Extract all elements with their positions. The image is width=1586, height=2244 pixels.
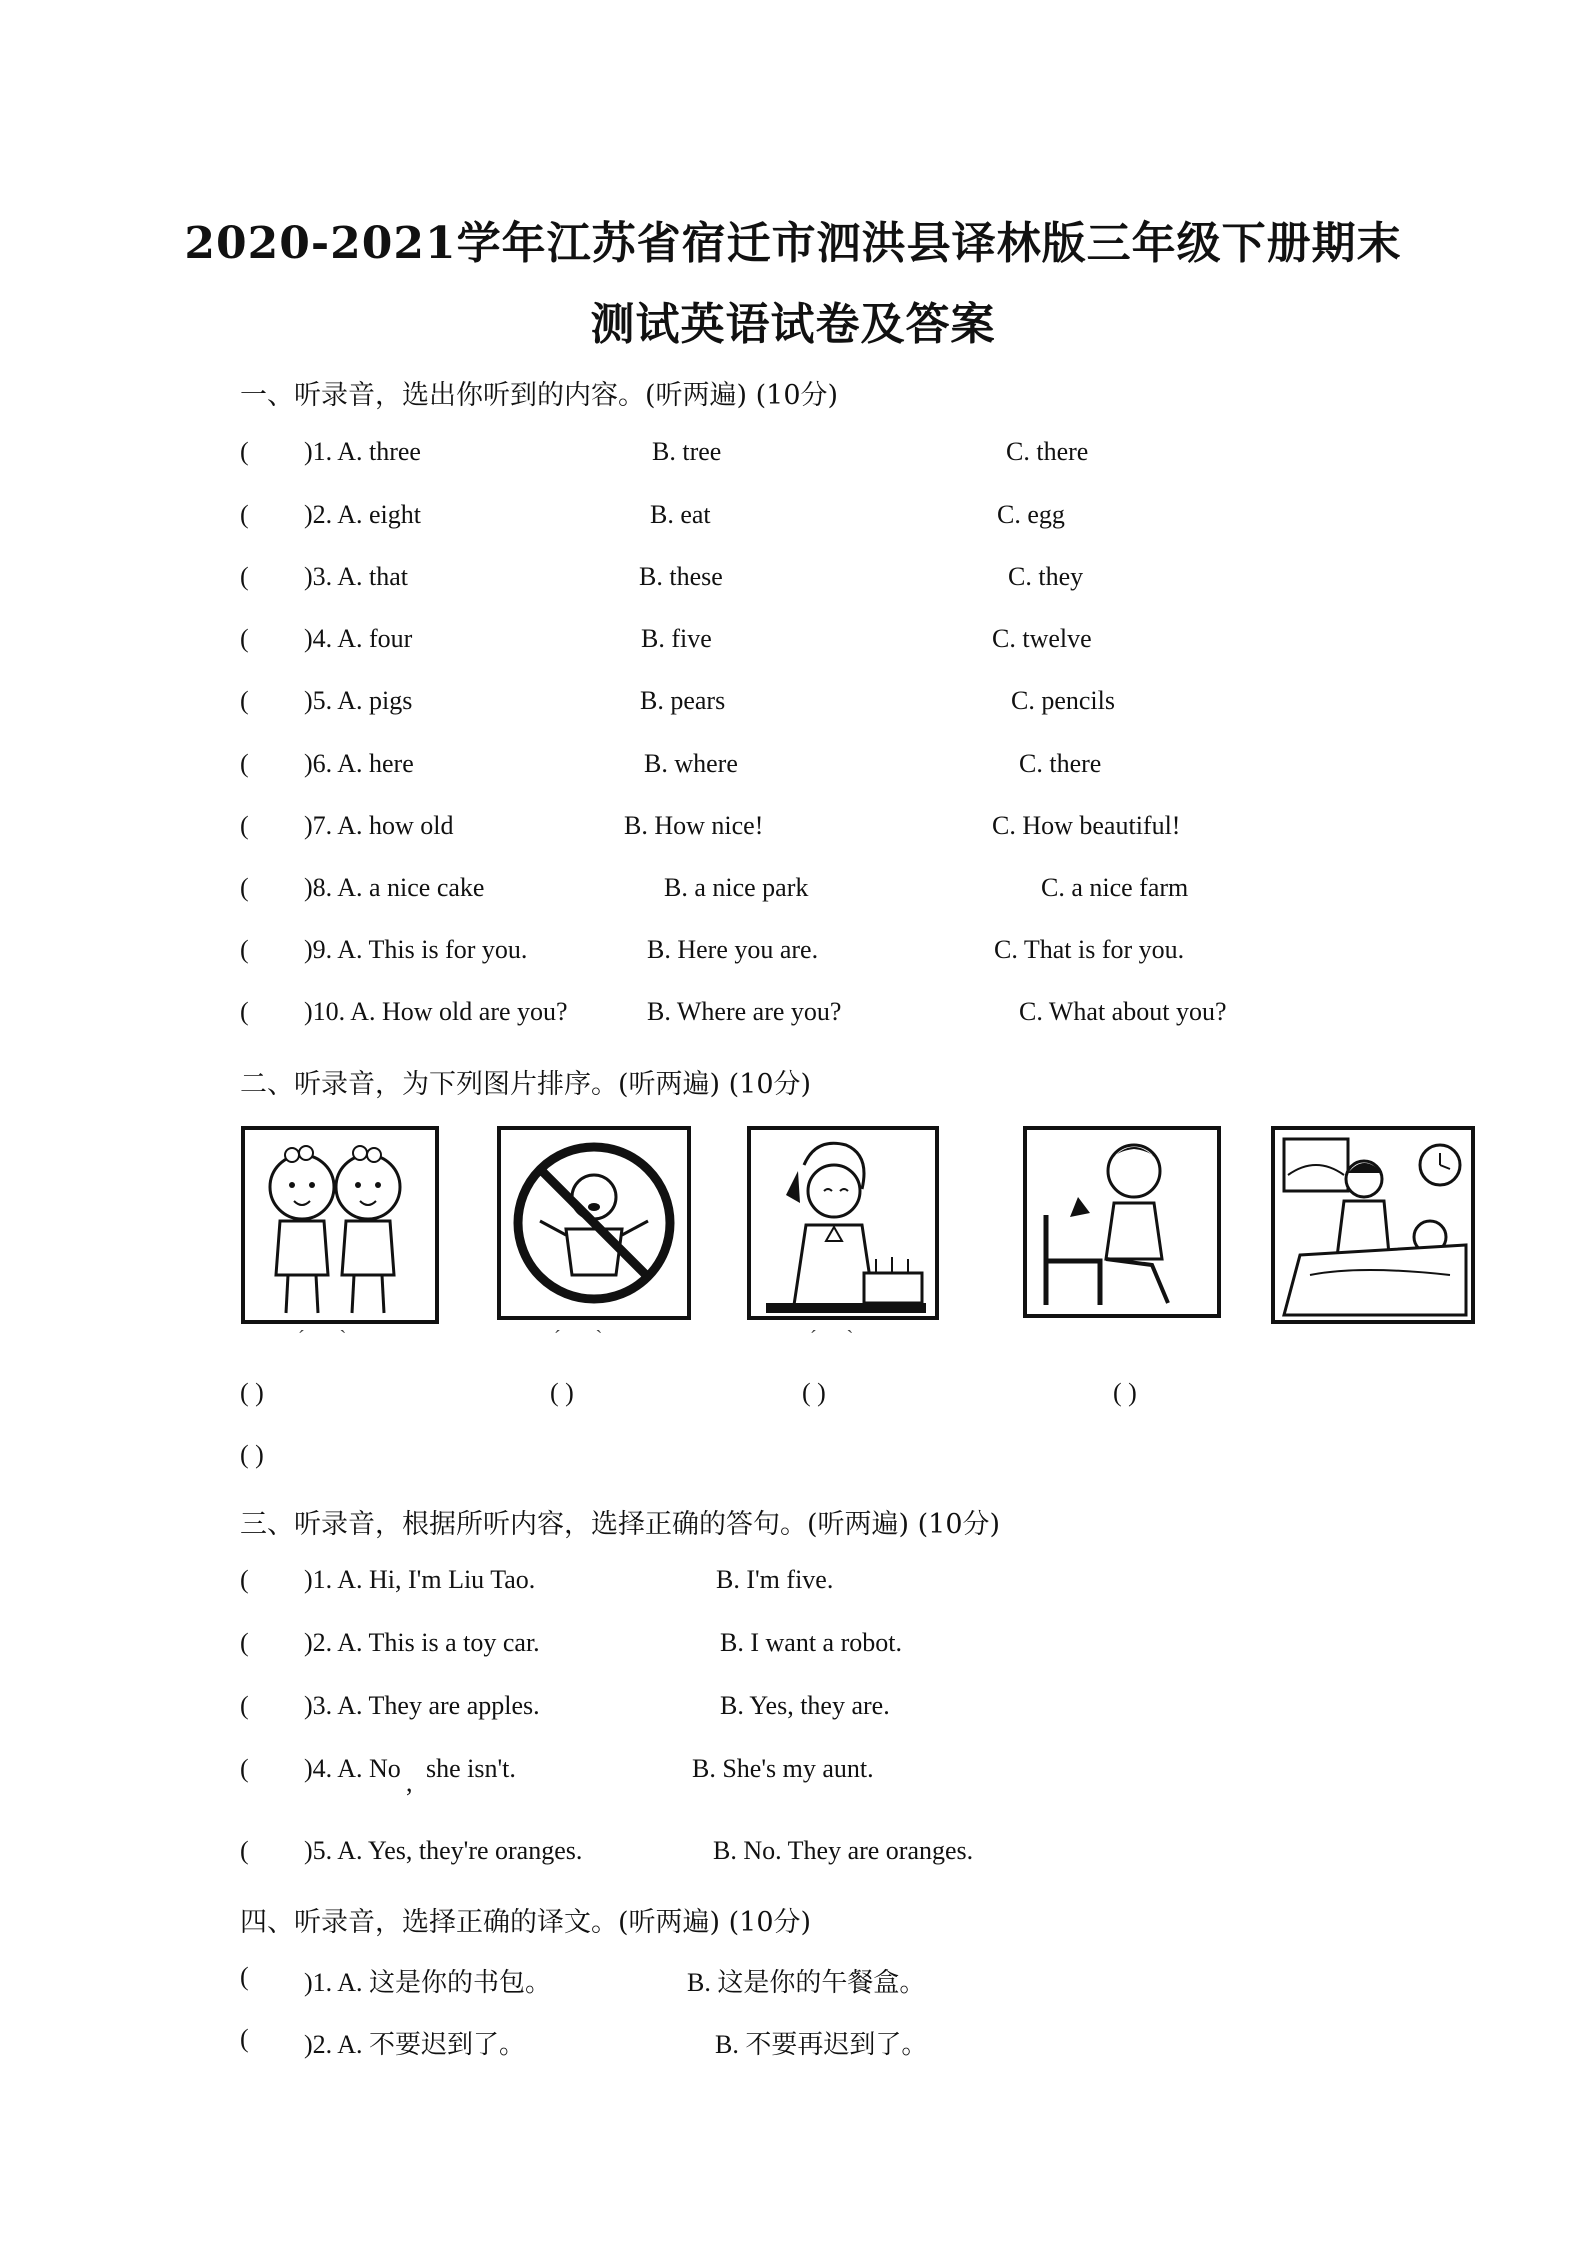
question-option-a-cont: she isn't. <box>426 1754 516 1783</box>
question-option-a: )10. A. How old are you? <box>304 997 568 1026</box>
answer-paren: ( <box>240 1836 249 1865</box>
answer-paren: ( <box>240 1962 249 1991</box>
answer-blank-4[interactable]: ( ) <box>1113 1378 1137 1407</box>
question-option-a: )2. A. 不要迟到了。 <box>304 2030 526 2059</box>
s1-question-5 <box>240 686 1540 726</box>
answer-paren: ( <box>240 562 249 591</box>
question-option-b: B. these <box>639 562 723 591</box>
question-option-b: B. pears <box>640 686 726 715</box>
question-option-a: )5. A. pigs <box>304 686 413 715</box>
answer-paren: ( <box>240 2024 249 2053</box>
s3-question-2 <box>240 1628 1540 1668</box>
s1-question-1 <box>240 437 1540 477</box>
question-option-b: B. five <box>641 624 712 653</box>
question-option-a: )3. A. They are apples. <box>304 1691 540 1720</box>
question-option-b: B. I'm five. <box>716 1565 834 1594</box>
question-option-a: )1. A. 这是你的书包。 <box>304 1968 552 1997</box>
question-option-b: B. 不要再迟到了。 <box>715 2030 928 2059</box>
question-option-b: B. Where are you? <box>647 997 842 1026</box>
no-noise-sign-icon <box>496 1125 692 1321</box>
exam-title-line1: 2020-2021学年江苏省宿迁市泗洪县译林版三年级下册期末 <box>184 218 1402 269</box>
section2-heading: 二、听录音，为下列图片排序。(听两遍) (10分) <box>240 1069 812 1100</box>
question-option-a: )9. A. This is for you. <box>304 935 528 964</box>
answer-paren: ( <box>240 1565 249 1594</box>
question-option-c: C. pencils <box>1011 686 1115 715</box>
question-option-a: )1. A. Hi, I'm Liu Tao. <box>304 1565 536 1594</box>
mother-wake-child-icon <box>1270 1125 1476 1325</box>
decorative-tick-marks: ˊ ˋ <box>554 1327 603 1349</box>
s3-question-4 <box>240 1754 1540 1797</box>
s1-question-10 <box>240 997 1540 1037</box>
question-option-a: )3. A. that <box>304 562 408 591</box>
question-option-a: )2. A. eight <box>304 500 421 529</box>
question-option-c: C. egg <box>997 500 1065 529</box>
question-option-a: )6. A. here <box>304 749 414 778</box>
question-option-b: B. Here you are. <box>647 935 819 964</box>
answer-paren: ( <box>240 1691 249 1720</box>
question-option-b: B. No. They are oranges. <box>713 1836 974 1865</box>
question-option-c: C. That is for you. <box>994 935 1185 964</box>
question-option-b: B. where <box>644 749 738 778</box>
answer-paren: ( <box>240 1754 249 1783</box>
exam-title-line2: 测试英语试卷及答案 <box>590 299 996 350</box>
section4-heading: 四、听录音，选择正确的译文。(听两遍) (10分) <box>240 1907 812 1938</box>
answer-paren: ( <box>240 811 249 840</box>
section1-heading: 一、听录音，选出你听到的内容。(听两遍) (10分) <box>240 380 839 411</box>
question-option-a: )5. A. Yes, they're oranges. <box>304 1836 583 1865</box>
s1-question-2 <box>240 500 1540 540</box>
answer-paren: ( <box>240 935 249 964</box>
s1-question-6 <box>240 749 1540 789</box>
question-option-a: )7. A. how old <box>304 811 454 840</box>
answer-paren: ( <box>240 1628 249 1657</box>
question-option-b: B. 这是你的午餐盒。 <box>687 1968 926 1997</box>
question-option-c: C. there <box>1006 437 1089 466</box>
question-option-a: )1. A. three <box>304 437 421 466</box>
question-option-a: )4. A. four <box>304 624 413 653</box>
question-option-b: B. tree <box>652 437 722 466</box>
question-option-c: C. How beautiful! <box>992 811 1181 840</box>
twins-icon <box>240 1125 440 1325</box>
question-option-a: )4. A. No <box>304 1754 401 1783</box>
picture-row <box>240 1125 1480 1355</box>
answer-paren: ( <box>240 437 249 466</box>
section3-heading: 三、听录音，根据所听内容，选择正确的答句。(听两遍) (10分) <box>240 1509 1001 1540</box>
question-option-c: C. they <box>1008 562 1084 591</box>
s3-question-3 <box>240 1691 1540 1731</box>
s1-question-4 <box>240 624 1540 664</box>
question-option-b: B. How nice! <box>624 811 764 840</box>
s4-question-1 <box>240 1962 1540 2002</box>
question-option-a: )2. A. This is a toy car. <box>304 1628 540 1657</box>
question-option-c: C. twelve <box>992 624 1092 653</box>
s4-question-2 <box>240 2024 1540 2064</box>
answer-blank-5[interactable]: ( ) <box>240 1440 264 1469</box>
question-option-b: B. Yes, they are. <box>720 1691 890 1720</box>
stray-comma: , <box>406 1768 413 1797</box>
decorative-tick-marks: ˊ ˋ <box>810 1327 854 1349</box>
sit-down-chair-icon <box>1022 1125 1222 1319</box>
question-option-b: B. She's my aunt. <box>692 1754 874 1783</box>
answer-paren: ( <box>240 997 249 1026</box>
s3-question-1 <box>240 1565 1540 1605</box>
question-option-a: )8. A. a nice cake <box>304 873 485 902</box>
question-option-b: B. a nice park <box>664 873 809 902</box>
question-option-b: B. eat <box>650 500 711 529</box>
answer-paren: ( <box>240 624 249 653</box>
s1-question-8 <box>240 873 1540 913</box>
girl-birthday-cake-icon <box>746 1125 940 1321</box>
answer-paren: ( <box>240 500 249 529</box>
question-option-c: C. What about you? <box>1019 997 1227 1026</box>
question-option-b: B. I want a robot. <box>720 1628 902 1657</box>
answer-blank-1[interactable]: ( ) <box>240 1378 264 1407</box>
question-option-c: C. there <box>1019 749 1102 778</box>
answer-blank-3[interactable]: ( ) <box>802 1378 826 1407</box>
s1-question-7 <box>240 811 1540 851</box>
question-option-c: C. a nice farm <box>1041 873 1189 902</box>
answer-paren: ( <box>240 873 249 902</box>
s1-question-3 <box>240 562 1540 602</box>
decorative-tick-marks: ˊ ˋ <box>298 1327 347 1349</box>
answer-paren: ( <box>240 749 249 778</box>
s3-question-5 <box>240 1836 1540 1876</box>
answer-blank-2[interactable]: ( ) <box>550 1378 574 1407</box>
s1-question-9 <box>240 935 1540 975</box>
answer-paren: ( <box>240 686 249 715</box>
